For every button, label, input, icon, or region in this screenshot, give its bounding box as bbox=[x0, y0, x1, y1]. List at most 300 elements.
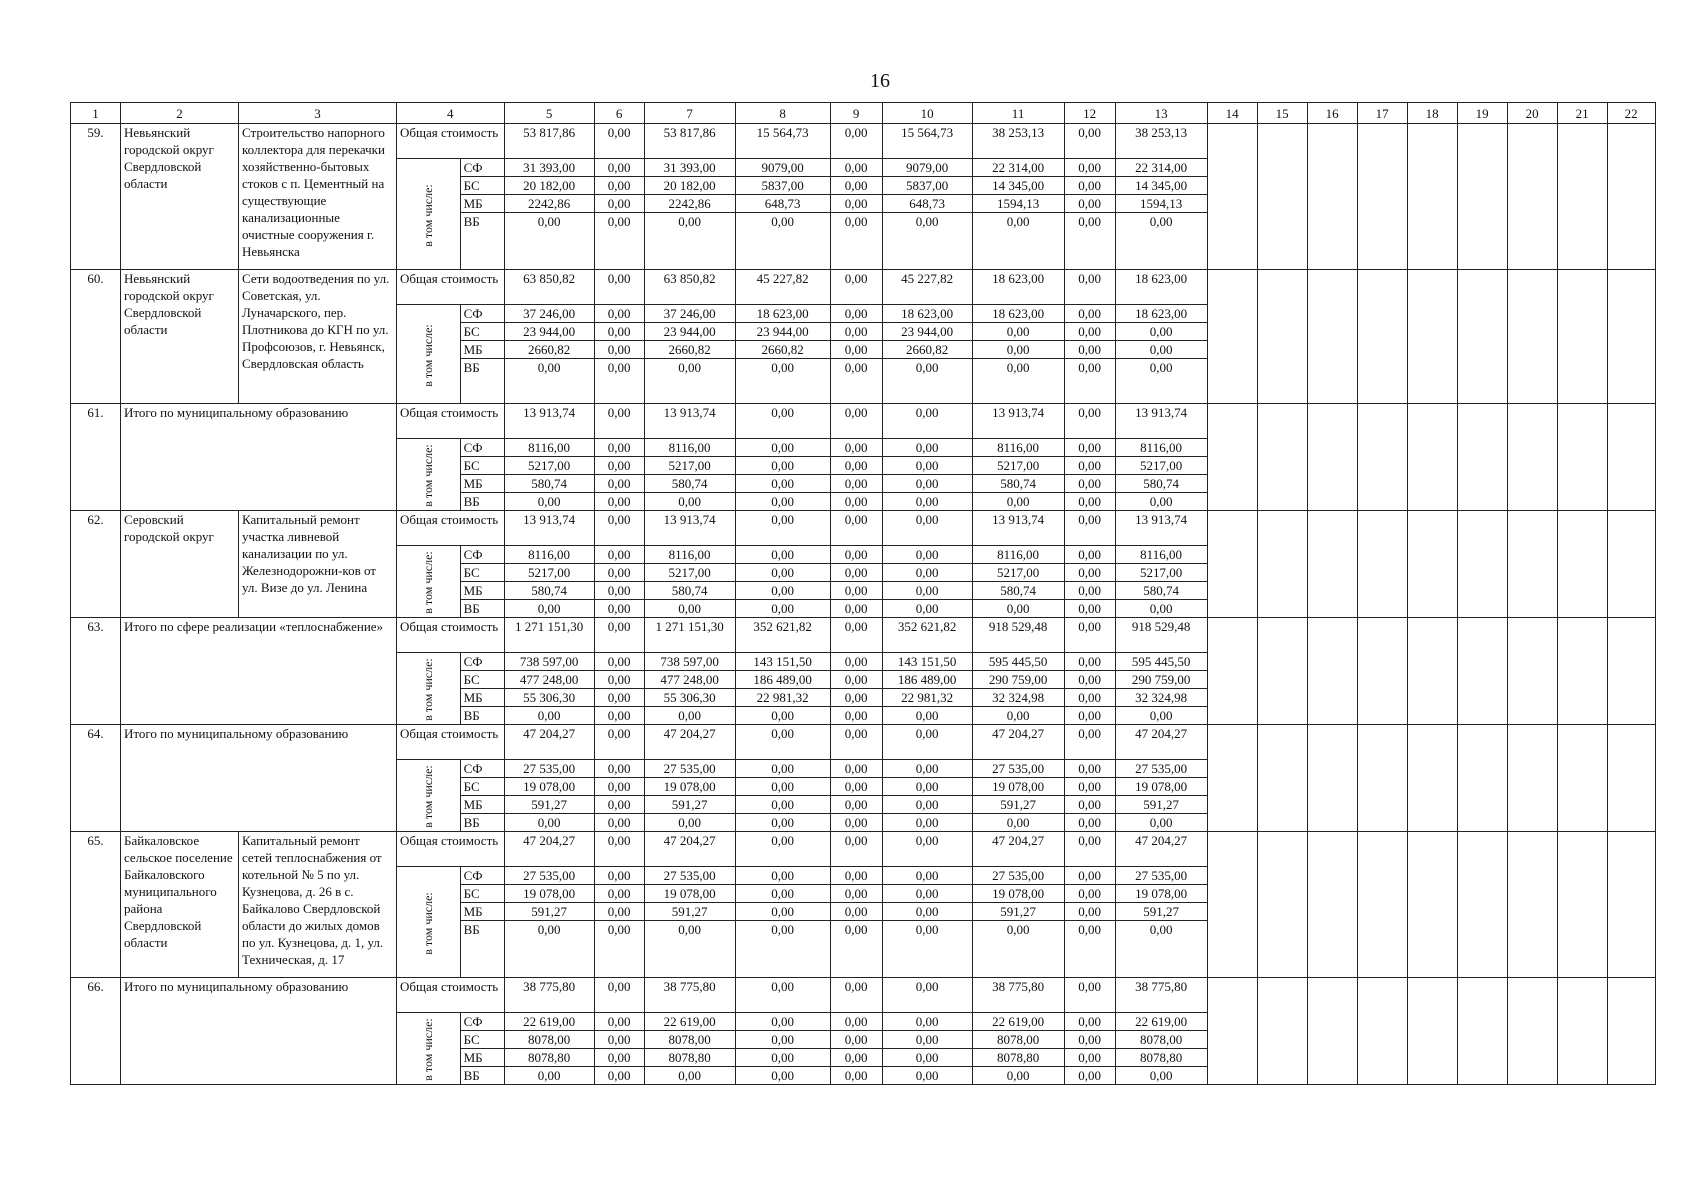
funding-code: СФ bbox=[460, 305, 504, 323]
column-number: 9 bbox=[830, 103, 882, 124]
value-cell: 5217,00 bbox=[972, 564, 1064, 582]
row-number: 65. bbox=[71, 832, 121, 978]
value-cell: 27 535,00 bbox=[504, 760, 594, 778]
value-cell: 1594,13 bbox=[972, 195, 1064, 213]
value-cell: 0,00 bbox=[1064, 671, 1115, 689]
funding-code: СФ bbox=[460, 653, 504, 671]
column-number: 1 bbox=[71, 103, 121, 124]
value-cell: 0,00 bbox=[1064, 305, 1115, 323]
value-cell: 0,00 bbox=[972, 213, 1064, 270]
value-cell: 0,00 bbox=[882, 213, 972, 270]
empty-cell bbox=[1207, 832, 1257, 978]
column-number: 11 bbox=[972, 103, 1064, 124]
value-cell: 0,00 bbox=[735, 832, 830, 867]
value-cell: 27 535,00 bbox=[1115, 867, 1207, 885]
value-cell: 0,00 bbox=[830, 159, 882, 177]
value-cell: 0,00 bbox=[504, 600, 594, 618]
funding-code: БС bbox=[460, 177, 504, 195]
value-cell: 8116,00 bbox=[644, 439, 735, 457]
value-cell: 0,00 bbox=[1064, 159, 1115, 177]
empty-cell bbox=[1557, 725, 1607, 832]
value-cell: 0,00 bbox=[594, 305, 644, 323]
value-cell: 14 345,00 bbox=[972, 177, 1064, 195]
value-cell: 0,00 bbox=[830, 978, 882, 1013]
value-cell: 18 623,00 bbox=[972, 305, 1064, 323]
value-cell: 0,00 bbox=[830, 1031, 882, 1049]
value-cell: 55 306,30 bbox=[504, 689, 594, 707]
value-cell: 0,00 bbox=[594, 159, 644, 177]
total-cost-label: Общая стоимость bbox=[397, 618, 505, 653]
value-cell: 0,00 bbox=[830, 341, 882, 359]
value-cell: 0,00 bbox=[882, 921, 972, 978]
including-label bbox=[397, 1013, 461, 1085]
value-cell: 0,00 bbox=[594, 270, 644, 305]
value-cell: 23 944,00 bbox=[735, 323, 830, 341]
empty-cell bbox=[1407, 404, 1457, 511]
funding-code: БС bbox=[460, 457, 504, 475]
funding-code: МБ bbox=[460, 1049, 504, 1067]
value-cell: 38 253,13 bbox=[972, 124, 1064, 159]
empty-cell bbox=[1307, 404, 1357, 511]
value-cell: 0,00 bbox=[644, 600, 735, 618]
empty-cell bbox=[1257, 511, 1307, 618]
value-cell: 0,00 bbox=[504, 359, 594, 404]
value-cell: 13 913,74 bbox=[1115, 511, 1207, 546]
value-cell: 47 204,27 bbox=[504, 725, 594, 760]
including-label bbox=[397, 159, 461, 270]
empty-cell bbox=[1557, 511, 1607, 618]
funding-code: СФ bbox=[460, 546, 504, 564]
value-cell: 0,00 bbox=[594, 1049, 644, 1067]
value-cell: 0,00 bbox=[1064, 814, 1115, 832]
column-number: 15 bbox=[1257, 103, 1307, 124]
row-title: Итого по муниципальному образованию bbox=[121, 404, 397, 511]
value-cell: 0,00 bbox=[830, 511, 882, 546]
value-cell: 0,00 bbox=[1115, 323, 1207, 341]
value-cell: 0,00 bbox=[972, 921, 1064, 978]
funding-code: ВБ bbox=[460, 213, 504, 270]
value-cell: 0,00 bbox=[594, 457, 644, 475]
empty-cell bbox=[1207, 725, 1257, 832]
empty-cell bbox=[1507, 511, 1557, 618]
row-number: 64. bbox=[71, 725, 121, 832]
value-cell: 0,00 bbox=[504, 1067, 594, 1085]
empty-cell bbox=[1357, 978, 1407, 1085]
including-label bbox=[397, 760, 461, 832]
funding-code: СФ bbox=[460, 439, 504, 457]
value-cell: 0,00 bbox=[830, 1013, 882, 1031]
column-number: 12 bbox=[1064, 103, 1115, 124]
value-cell: 0,00 bbox=[1064, 921, 1115, 978]
value-cell: 0,00 bbox=[882, 707, 972, 725]
empty-cell bbox=[1557, 270, 1607, 404]
value-cell: 0,00 bbox=[830, 760, 882, 778]
value-cell: 8116,00 bbox=[644, 546, 735, 564]
value-cell: 0,00 bbox=[1064, 341, 1115, 359]
project-description: Капитальный ремонт сетей теплоснабжения от котельной № 5 по ул. Кузнецова, д. 26 в с. Байкалово Свердловской области до жилых домов по ул. Кузнецова, д. 1, ул. Техническая, д. 17 bbox=[239, 832, 397, 978]
value-cell: 0,00 bbox=[594, 618, 644, 653]
value-cell: 8116,00 bbox=[972, 439, 1064, 457]
value-cell: 1 271 151,30 bbox=[644, 618, 735, 653]
empty-cell bbox=[1357, 511, 1407, 618]
value-cell: 0,00 bbox=[735, 760, 830, 778]
value-cell: 18 623,00 bbox=[1115, 270, 1207, 305]
including-label-text: в том числе: bbox=[420, 1018, 435, 1081]
value-cell: 27 535,00 bbox=[644, 867, 735, 885]
empty-cell bbox=[1457, 511, 1507, 618]
column-number: 3 bbox=[239, 103, 397, 124]
value-cell: 2242,86 bbox=[644, 195, 735, 213]
value-cell: 595 445,50 bbox=[1115, 653, 1207, 671]
value-cell: 0,00 bbox=[735, 903, 830, 921]
funding-code: БС bbox=[460, 564, 504, 582]
value-cell: 0,00 bbox=[1115, 600, 1207, 618]
empty-cell bbox=[1507, 832, 1557, 978]
value-cell: 0,00 bbox=[735, 564, 830, 582]
value-cell: 0,00 bbox=[735, 511, 830, 546]
empty-cell bbox=[1607, 404, 1655, 511]
funding-code: МБ bbox=[460, 796, 504, 814]
empty-cell bbox=[1307, 725, 1357, 832]
total-cost-label: Общая стоимость bbox=[397, 832, 505, 867]
value-cell: 0,00 bbox=[830, 814, 882, 832]
value-cell: 2660,82 bbox=[504, 341, 594, 359]
including-label bbox=[397, 653, 461, 725]
value-cell: 0,00 bbox=[830, 671, 882, 689]
value-cell: 0,00 bbox=[882, 1031, 972, 1049]
row-number: 60. bbox=[71, 270, 121, 404]
total-cost-label: Общая стоимость bbox=[397, 511, 505, 546]
value-cell: 0,00 bbox=[594, 213, 644, 270]
value-cell: 0,00 bbox=[830, 564, 882, 582]
value-cell: 18 623,00 bbox=[972, 270, 1064, 305]
value-cell: 18 623,00 bbox=[735, 305, 830, 323]
value-cell: 22 314,00 bbox=[972, 159, 1064, 177]
value-cell: 0,00 bbox=[594, 903, 644, 921]
value-cell: 1594,13 bbox=[1115, 195, 1207, 213]
column-number: 17 bbox=[1357, 103, 1407, 124]
value-cell: 0,00 bbox=[594, 978, 644, 1013]
value-cell: 9079,00 bbox=[882, 159, 972, 177]
value-cell: 27 535,00 bbox=[972, 867, 1064, 885]
value-cell: 0,00 bbox=[1064, 885, 1115, 903]
value-cell: 5217,00 bbox=[972, 457, 1064, 475]
value-cell: 591,27 bbox=[504, 903, 594, 921]
funding-code: ВБ bbox=[460, 814, 504, 832]
funding-code: МБ bbox=[460, 475, 504, 493]
value-cell: 0,00 bbox=[830, 725, 882, 760]
value-cell: 0,00 bbox=[882, 760, 972, 778]
including-label-text: в том числе: bbox=[420, 658, 435, 721]
value-cell: 0,00 bbox=[594, 564, 644, 582]
value-cell: 18 623,00 bbox=[882, 305, 972, 323]
value-cell: 0,00 bbox=[1064, 832, 1115, 867]
value-cell: 47 204,27 bbox=[972, 725, 1064, 760]
empty-cell bbox=[1257, 404, 1307, 511]
municipality-name: Серовский городской округ bbox=[121, 511, 239, 618]
value-cell: 0,00 bbox=[594, 725, 644, 760]
funding-code: МБ bbox=[460, 341, 504, 359]
funding-code: ВБ bbox=[460, 921, 504, 978]
total-cost-label: Общая стоимость bbox=[397, 404, 505, 439]
value-cell: 0,00 bbox=[830, 213, 882, 270]
value-cell: 290 759,00 bbox=[1115, 671, 1207, 689]
value-cell: 53 817,86 bbox=[644, 124, 735, 159]
value-cell: 0,00 bbox=[735, 978, 830, 1013]
value-cell: 0,00 bbox=[735, 213, 830, 270]
empty-cell bbox=[1207, 978, 1257, 1085]
value-cell: 0,00 bbox=[735, 1031, 830, 1049]
column-number: 10 bbox=[882, 103, 972, 124]
value-cell: 0,00 bbox=[594, 511, 644, 546]
value-cell: 0,00 bbox=[594, 600, 644, 618]
value-cell: 0,00 bbox=[830, 796, 882, 814]
value-cell: 0,00 bbox=[972, 707, 1064, 725]
value-cell: 0,00 bbox=[1115, 707, 1207, 725]
value-cell: 0,00 bbox=[594, 671, 644, 689]
value-cell: 23 944,00 bbox=[504, 323, 594, 341]
value-cell: 0,00 bbox=[594, 885, 644, 903]
value-cell: 0,00 bbox=[504, 814, 594, 832]
empty-cell bbox=[1257, 832, 1307, 978]
value-cell: 2660,82 bbox=[644, 341, 735, 359]
value-cell: 22 619,00 bbox=[644, 1013, 735, 1031]
table-body bbox=[71, 103, 1656, 1085]
value-cell: 0,00 bbox=[882, 475, 972, 493]
value-cell: 0,00 bbox=[882, 885, 972, 903]
value-cell: 0,00 bbox=[1064, 725, 1115, 760]
empty-cell bbox=[1207, 618, 1257, 725]
value-cell: 0,00 bbox=[882, 493, 972, 511]
value-cell: 8078,00 bbox=[504, 1031, 594, 1049]
funding-code: МБ bbox=[460, 903, 504, 921]
value-cell: 0,00 bbox=[830, 778, 882, 796]
value-cell: 0,00 bbox=[594, 653, 644, 671]
row-title: Итого по муниципальному образованию bbox=[121, 978, 397, 1085]
value-cell: 22 619,00 bbox=[972, 1013, 1064, 1031]
value-cell: 0,00 bbox=[1115, 493, 1207, 511]
value-cell: 0,00 bbox=[882, 903, 972, 921]
empty-cell bbox=[1557, 832, 1607, 978]
value-cell: 8078,80 bbox=[972, 1049, 1064, 1067]
column-number: 6 bbox=[594, 103, 644, 124]
municipality-name: Невьянский городской округ Свердловской области bbox=[121, 270, 239, 404]
value-cell: 15 564,73 bbox=[882, 124, 972, 159]
empty-cell bbox=[1357, 124, 1407, 270]
value-cell: 2242,86 bbox=[504, 195, 594, 213]
value-cell: 0,00 bbox=[830, 921, 882, 978]
empty-cell bbox=[1257, 978, 1307, 1085]
value-cell: 13 913,74 bbox=[644, 404, 735, 439]
value-cell: 0,00 bbox=[644, 493, 735, 511]
value-cell: 595 445,50 bbox=[972, 653, 1064, 671]
value-cell: 0,00 bbox=[1064, 124, 1115, 159]
value-cell: 0,00 bbox=[882, 814, 972, 832]
value-cell: 38 253,13 bbox=[1115, 124, 1207, 159]
funding-code: МБ bbox=[460, 689, 504, 707]
value-cell: 47 204,27 bbox=[972, 832, 1064, 867]
value-cell: 0,00 bbox=[1115, 359, 1207, 404]
value-cell: 8116,00 bbox=[972, 546, 1064, 564]
value-cell: 63 850,82 bbox=[504, 270, 594, 305]
value-cell: 0,00 bbox=[594, 359, 644, 404]
column-number: 14 bbox=[1207, 103, 1257, 124]
column-number: 13 bbox=[1115, 103, 1207, 124]
value-cell: 19 078,00 bbox=[644, 885, 735, 903]
value-cell: 0,00 bbox=[594, 493, 644, 511]
table-row bbox=[71, 725, 1656, 760]
value-cell: 0,00 bbox=[1064, 1067, 1115, 1085]
value-cell: 19 078,00 bbox=[972, 778, 1064, 796]
value-cell: 0,00 bbox=[1064, 796, 1115, 814]
empty-cell bbox=[1257, 270, 1307, 404]
including-label bbox=[397, 546, 461, 618]
value-cell: 0,00 bbox=[735, 600, 830, 618]
value-cell: 0,00 bbox=[1064, 475, 1115, 493]
value-cell: 0,00 bbox=[830, 493, 882, 511]
value-cell: 0,00 bbox=[830, 439, 882, 457]
value-cell: 186 489,00 bbox=[735, 671, 830, 689]
value-cell: 0,00 bbox=[1115, 1067, 1207, 1085]
value-cell: 22 981,32 bbox=[735, 689, 830, 707]
row-title: Итого по муниципальному образованию bbox=[121, 725, 397, 832]
value-cell: 0,00 bbox=[882, 725, 972, 760]
value-cell: 38 775,80 bbox=[1115, 978, 1207, 1013]
value-cell: 0,00 bbox=[1064, 778, 1115, 796]
budget-table bbox=[70, 102, 1656, 1085]
empty-cell bbox=[1207, 270, 1257, 404]
value-cell: 23 944,00 bbox=[882, 323, 972, 341]
empty-cell bbox=[1407, 618, 1457, 725]
empty-cell bbox=[1407, 270, 1457, 404]
value-cell: 0,00 bbox=[735, 885, 830, 903]
value-cell: 9079,00 bbox=[735, 159, 830, 177]
value-cell: 0,00 bbox=[594, 404, 644, 439]
value-cell: 0,00 bbox=[830, 1067, 882, 1085]
value-cell: 8078,80 bbox=[1115, 1049, 1207, 1067]
funding-code: ВБ bbox=[460, 493, 504, 511]
funding-code: СФ bbox=[460, 1013, 504, 1031]
value-cell: 0,00 bbox=[735, 1049, 830, 1067]
value-cell: 477 248,00 bbox=[644, 671, 735, 689]
empty-cell bbox=[1357, 404, 1407, 511]
value-cell: 918 529,48 bbox=[972, 618, 1064, 653]
empty-cell bbox=[1607, 832, 1655, 978]
empty-cell bbox=[1207, 404, 1257, 511]
table-row bbox=[71, 270, 1656, 305]
value-cell: 0,00 bbox=[882, 978, 972, 1013]
value-cell: 0,00 bbox=[735, 814, 830, 832]
empty-cell bbox=[1457, 404, 1507, 511]
empty-cell bbox=[1557, 978, 1607, 1085]
value-cell: 591,27 bbox=[644, 903, 735, 921]
funding-code: ВБ bbox=[460, 600, 504, 618]
empty-cell bbox=[1607, 511, 1655, 618]
value-cell: 0,00 bbox=[1064, 323, 1115, 341]
empty-cell bbox=[1457, 124, 1507, 270]
value-cell: 5837,00 bbox=[882, 177, 972, 195]
project-description: Капитальный ремонт участка ливневой канализации по ул. Железнодорожни-ков от ул. Визе до ул. Ленина bbox=[239, 511, 397, 618]
value-cell: 0,00 bbox=[1064, 707, 1115, 725]
row-number: 61. bbox=[71, 404, 121, 511]
value-cell: 0,00 bbox=[882, 359, 972, 404]
empty-cell bbox=[1407, 725, 1457, 832]
value-cell: 648,73 bbox=[735, 195, 830, 213]
value-cell: 47 204,27 bbox=[644, 725, 735, 760]
value-cell: 2660,82 bbox=[735, 341, 830, 359]
value-cell: 0,00 bbox=[972, 341, 1064, 359]
funding-code: МБ bbox=[460, 582, 504, 600]
value-cell: 19 078,00 bbox=[644, 778, 735, 796]
value-cell: 8116,00 bbox=[1115, 546, 1207, 564]
value-cell: 19 078,00 bbox=[1115, 885, 1207, 903]
row-number: 63. bbox=[71, 618, 121, 725]
value-cell: 0,00 bbox=[594, 814, 644, 832]
value-cell: 37 246,00 bbox=[504, 305, 594, 323]
value-cell: 32 324,98 bbox=[972, 689, 1064, 707]
value-cell: 45 227,82 bbox=[735, 270, 830, 305]
value-cell: 0,00 bbox=[594, 707, 644, 725]
value-cell: 8078,00 bbox=[972, 1031, 1064, 1049]
value-cell: 32 324,98 bbox=[1115, 689, 1207, 707]
funding-code: БС bbox=[460, 323, 504, 341]
value-cell: 591,27 bbox=[504, 796, 594, 814]
value-cell: 0,00 bbox=[830, 546, 882, 564]
value-cell: 13 913,74 bbox=[644, 511, 735, 546]
value-cell: 580,74 bbox=[1115, 582, 1207, 600]
value-cell: 0,00 bbox=[1064, 404, 1115, 439]
value-cell: 5217,00 bbox=[1115, 564, 1207, 582]
value-cell: 38 775,80 bbox=[644, 978, 735, 1013]
column-number: 16 bbox=[1307, 103, 1357, 124]
empty-cell bbox=[1607, 978, 1655, 1085]
value-cell: 352 621,82 bbox=[735, 618, 830, 653]
empty-cell bbox=[1257, 618, 1307, 725]
including-label bbox=[397, 867, 461, 978]
value-cell: 5217,00 bbox=[504, 457, 594, 475]
value-cell: 15 564,73 bbox=[735, 124, 830, 159]
value-cell: 0,00 bbox=[594, 124, 644, 159]
value-cell: 0,00 bbox=[830, 457, 882, 475]
table-row bbox=[71, 832, 1656, 867]
table-row bbox=[71, 404, 1656, 439]
including-label bbox=[397, 439, 461, 511]
value-cell: 47 204,27 bbox=[504, 832, 594, 867]
value-cell: 55 306,30 bbox=[644, 689, 735, 707]
value-cell: 143 151,50 bbox=[735, 653, 830, 671]
value-cell: 0,00 bbox=[644, 1067, 735, 1085]
table-row bbox=[71, 618, 1656, 653]
value-cell: 22 981,32 bbox=[882, 689, 972, 707]
value-cell: 0,00 bbox=[882, 1013, 972, 1031]
value-cell: 0,00 bbox=[972, 1067, 1064, 1085]
empty-cell bbox=[1607, 725, 1655, 832]
value-cell: 0,00 bbox=[830, 177, 882, 195]
total-cost-label: Общая стоимость bbox=[397, 978, 505, 1013]
value-cell: 22 619,00 bbox=[504, 1013, 594, 1031]
value-cell: 0,00 bbox=[882, 600, 972, 618]
value-cell: 186 489,00 bbox=[882, 671, 972, 689]
value-cell: 22 314,00 bbox=[1115, 159, 1207, 177]
total-cost-label: Общая стоимость bbox=[397, 725, 505, 760]
value-cell: 0,00 bbox=[594, 867, 644, 885]
empty-cell bbox=[1507, 404, 1557, 511]
value-cell: 0,00 bbox=[1064, 618, 1115, 653]
value-cell: 0,00 bbox=[735, 921, 830, 978]
value-cell: 0,00 bbox=[735, 439, 830, 457]
value-cell: 591,27 bbox=[972, 903, 1064, 921]
value-cell: 0,00 bbox=[594, 760, 644, 778]
